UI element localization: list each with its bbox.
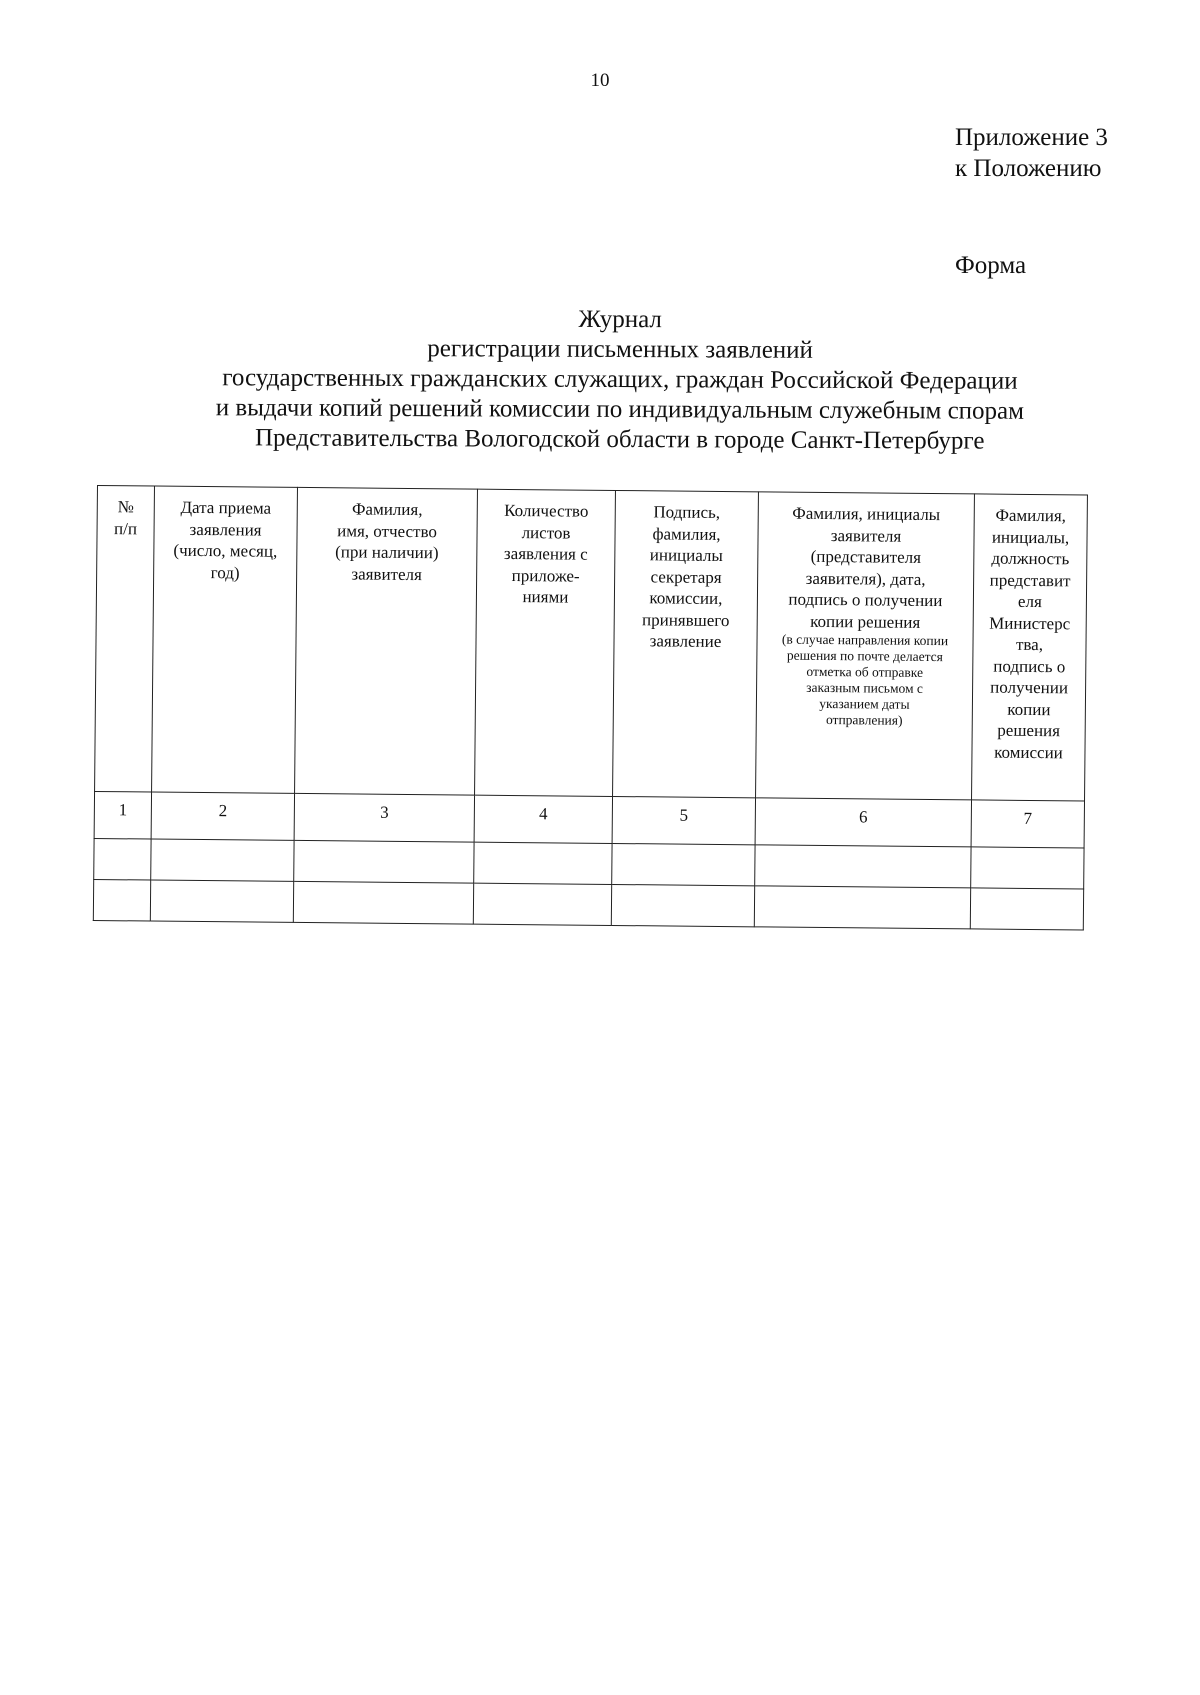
column-number: 4 — [474, 795, 612, 843]
empty-cell — [970, 888, 1083, 930]
empty-cell — [151, 839, 294, 881]
empty-cell — [93, 879, 150, 921]
column-number: 7 — [971, 800, 1084, 848]
empty-cell — [293, 881, 473, 924]
column-number: 2 — [151, 792, 294, 840]
empty-cell — [971, 847, 1084, 889]
journal-table-wrapper — [93, 485, 1087, 930]
empty-cell — [150, 880, 293, 922]
title-line-4: и выдачи копий решений комиссии по индивидуальным служебным спорам — [215, 394, 1025, 425]
column-number: 6 — [755, 798, 971, 847]
empty-cell — [755, 845, 971, 888]
header-cell-ministry-representative: Фамилия, инициалы, должность представит еля Министерс тва, подпись о получении копии решения комиссии — [972, 494, 1088, 801]
table-row — [93, 879, 1083, 930]
column-number: 5 — [612, 796, 755, 844]
empty-cell — [754, 886, 970, 929]
empty-cell — [611, 884, 754, 926]
empty-cell — [294, 840, 474, 883]
header-cell-applicant-receipt: Фамилия, инициалы заявителя (представителя заявителя), дата, подпись о получении копии решения (в случае направления копии решения по почте делается отметка об отправке заказным письмом с указанием даты отправления) — [756, 492, 975, 800]
journal-table — [93, 485, 1088, 930]
title-line-3: государственных гражданских служащих, граждан Российской Федерации — [222, 364, 1018, 395]
page-number: 10 — [590, 70, 610, 91]
column-number: 3 — [294, 793, 474, 842]
header-cell-sheets: Количество листов заявления с приложе- ниями — [475, 489, 616, 796]
title-line-5: Представительства Вологодской области в городе Санкт-Петербурге — [254, 424, 985, 455]
column-number: 1 — [94, 791, 151, 839]
empty-cell — [612, 843, 755, 885]
appendix-label — [955, 122, 1108, 184]
header-cell-note: (в случае направления копии решения по почте делается отметка об отправке заказным письмом с указанием даты отправления) — [781, 631, 949, 728]
table-header-row — [95, 486, 1088, 801]
appendix-line-1: Приложение 3 — [955, 124, 1108, 151]
header-cell-date: Дата приема заявления (число, месяц, год) — [152, 486, 298, 793]
appendix-line-2: к Положению — [955, 155, 1102, 182]
empty-cell — [474, 842, 612, 884]
header-cell-number: № п/п — [95, 486, 155, 793]
empty-cell — [94, 838, 151, 880]
form-label: Форма — [955, 252, 1027, 279]
header-cell-secretary: Подпись, фамилия, инициалы секретаря комиссии, принявшего заявление — [613, 490, 759, 797]
header-cell-name: Фамилия, имя, отчество (при наличии) заявителя — [295, 487, 478, 795]
title-line-2: регистрации письменных заявлений — [427, 335, 814, 364]
title-line-1: Журнал — [578, 305, 662, 334]
document-title — [120, 303, 1121, 457]
empty-cell — [473, 883, 611, 925]
